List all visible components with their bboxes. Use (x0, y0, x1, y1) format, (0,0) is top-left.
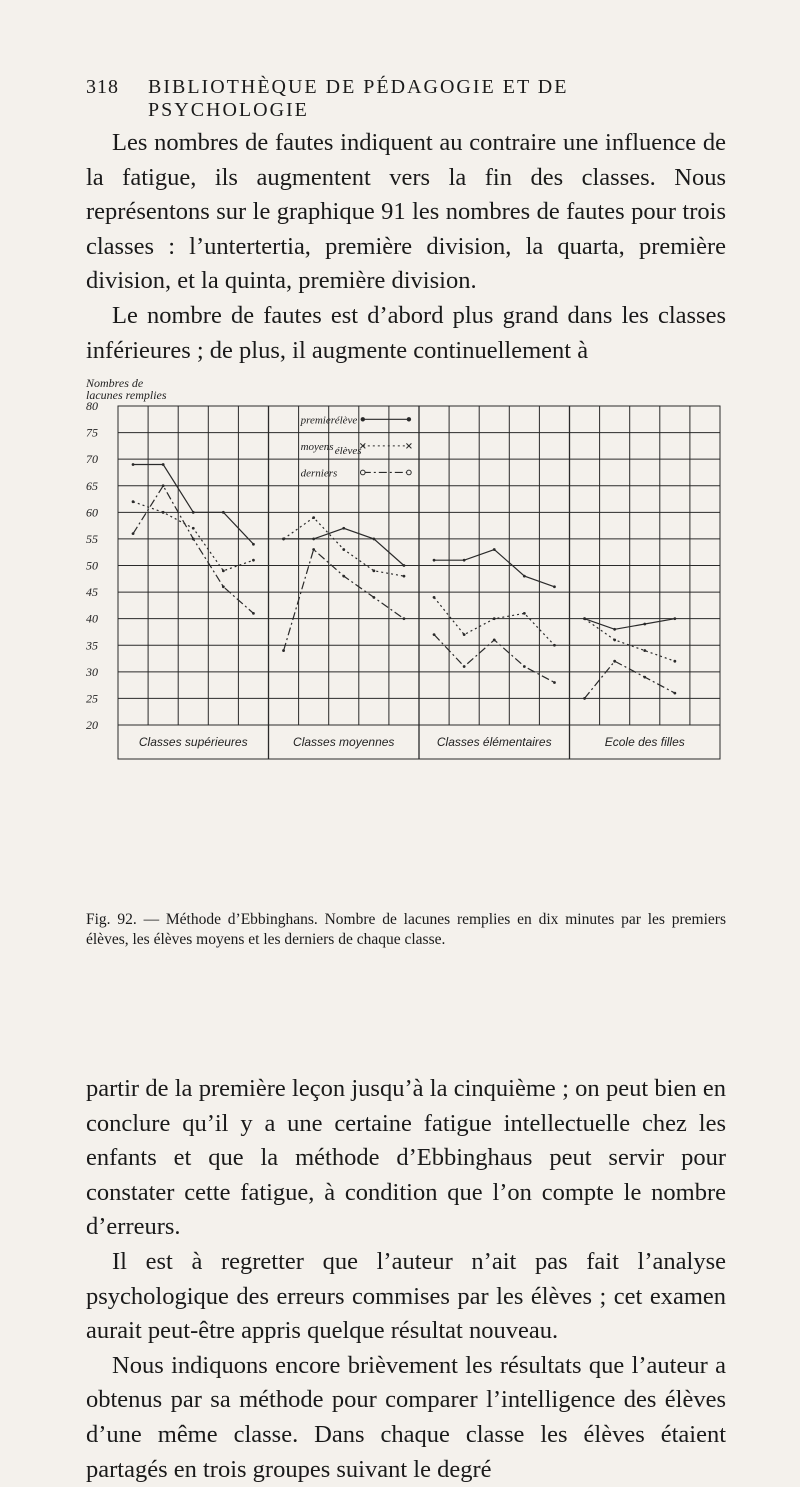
y-tick-label: 40 (86, 611, 98, 626)
series-line-dotted (284, 518, 404, 577)
series-line-dotted (434, 597, 554, 645)
data-point (553, 644, 556, 647)
paragraph: Le nombre de fautes est d’abord plus grand dans les classes inférieures ; de plus, il augmente continuellement à (86, 301, 726, 364)
data-point (192, 511, 195, 514)
data-point (372, 569, 375, 572)
y-tick-label: 55 (86, 531, 98, 546)
data-point (583, 697, 586, 700)
data-point (643, 649, 646, 652)
legend-marker (407, 417, 411, 421)
data-point (613, 660, 616, 663)
data-point (372, 538, 375, 541)
data-point (553, 681, 556, 684)
data-point (523, 612, 526, 615)
data-point (643, 676, 646, 679)
y-tick-label: 45 (86, 585, 98, 600)
series-line-solid (434, 550, 554, 587)
legend-marker (361, 417, 365, 421)
y-tick-label: 80 (86, 399, 98, 413)
data-point (282, 538, 285, 541)
data-point (312, 548, 315, 551)
legend-marker (406, 443, 411, 448)
y-axis-label-line2: lacunes remplies (86, 388, 167, 402)
data-point (463, 665, 466, 668)
data-point (342, 527, 345, 530)
data-point (493, 548, 496, 551)
data-point (252, 543, 255, 546)
group-label: Ecole des filles (604, 735, 685, 749)
data-point (192, 538, 195, 541)
data-point (342, 575, 345, 578)
data-point (523, 665, 526, 668)
legend-label: élève (334, 414, 358, 427)
paragraph: Les nombres de fautes indiquent au contraire une influence de la fatigue, ils augmentent vers la fin des classes. Nous représentons sur le graphique 91 les nombres de fautes pour trois classes : l’untertertia, première division, la quarta, première division, et la quinta, première division. (86, 129, 726, 295)
data-point (523, 575, 526, 578)
data-point (222, 569, 225, 572)
data-point (433, 596, 436, 599)
legend-label: élèves (334, 444, 362, 457)
data-point (162, 463, 165, 466)
series-line-solid (284, 528, 404, 565)
y-tick-label: 35 (86, 638, 98, 653)
data-point (643, 623, 646, 626)
y-tick-label: 75 (86, 425, 98, 440)
data-point (222, 585, 225, 588)
group-label: Classes supérieures (138, 735, 248, 749)
data-point (673, 692, 676, 695)
series-line-dashdot (434, 635, 554, 683)
data-point (132, 463, 135, 466)
data-point (222, 511, 225, 514)
paragraph: partir de la première leçon jusqu’à la cinquième ; on peut bien en conclure qu’il y a une certaine fatigue intellectuelle chez les enfants et que la méthode d’Ebbinghaus peut servir pour constater cette fatigue, à condition que l’on compte le nombre d’erreurs. (86, 1075, 726, 1241)
data-point (403, 575, 406, 578)
data-point (162, 511, 165, 514)
data-point (463, 633, 466, 636)
data-point (312, 516, 315, 519)
data-point (312, 538, 315, 541)
group-label: Classes moyennes (293, 735, 395, 749)
running-title: BIBLIOTHÈQUE DE PÉDAGOGIE ET DE PSYCHOLOGIE (148, 76, 569, 121)
data-point (403, 617, 406, 620)
data-point (403, 564, 406, 567)
data-point (162, 484, 165, 487)
data-point (673, 660, 676, 663)
data-point (583, 617, 586, 620)
paragraph-block-2 (86, 1072, 726, 1487)
legend-label: premier (300, 414, 336, 427)
data-point (463, 559, 466, 562)
data-point (282, 649, 285, 652)
legend-label: derniers (300, 467, 338, 480)
data-point (613, 639, 616, 642)
y-tick-label: 60 (86, 505, 98, 520)
data-point (673, 617, 676, 620)
legend-label: moyens (300, 440, 334, 453)
legend-marker (407, 470, 412, 475)
y-tick-label: 25 (86, 691, 98, 706)
y-tick-label: 50 (86, 558, 98, 573)
series-line-dashdot (133, 486, 253, 614)
data-point (342, 548, 345, 551)
data-point (433, 559, 436, 562)
data-point (252, 612, 255, 615)
group-label: Classes élémentaires (436, 735, 552, 749)
data-point (372, 596, 375, 599)
y-axis-label-line1: Nombres de (86, 376, 144, 390)
data-point (493, 617, 496, 620)
paragraph: Il est à regretter que l’auteur n’ait pas fait l’analyse psychologique des erreurs commises par les élèves ; cet examen aurait peut-être appris quelque résultat nouveau. (86, 1247, 726, 1345)
legend-marker (361, 470, 366, 475)
y-tick-label: 20 (86, 718, 98, 732)
data-point (132, 500, 135, 503)
figure-caption: Fig. 92. — Méthode d’Ebbinghans. Nombre de lacunes remplies en dix minutes par les premiers élèves, les élèves moyens et les derniers de chaque classe. (86, 911, 726, 948)
page-number: 318 (86, 76, 119, 98)
series-line-dashdot (284, 550, 404, 651)
paragraph: Nous indiquons encore brièvement les résultats que l’auteur a obtenus par sa méthode pour comparer l’intelligence des élèves d’une même classe. Dans chaque classe les élèves étaient partagés en trois groupes suivant le degré (86, 1351, 726, 1483)
y-tick-label: 65 (86, 478, 98, 493)
data-point (493, 639, 496, 642)
y-tick-label: 70 (86, 452, 98, 467)
data-point (252, 559, 255, 562)
data-point (192, 527, 195, 530)
data-point (553, 585, 556, 588)
data-point (433, 633, 436, 636)
data-point (613, 628, 616, 631)
y-tick-label: 30 (86, 664, 98, 679)
data-point (132, 532, 135, 535)
